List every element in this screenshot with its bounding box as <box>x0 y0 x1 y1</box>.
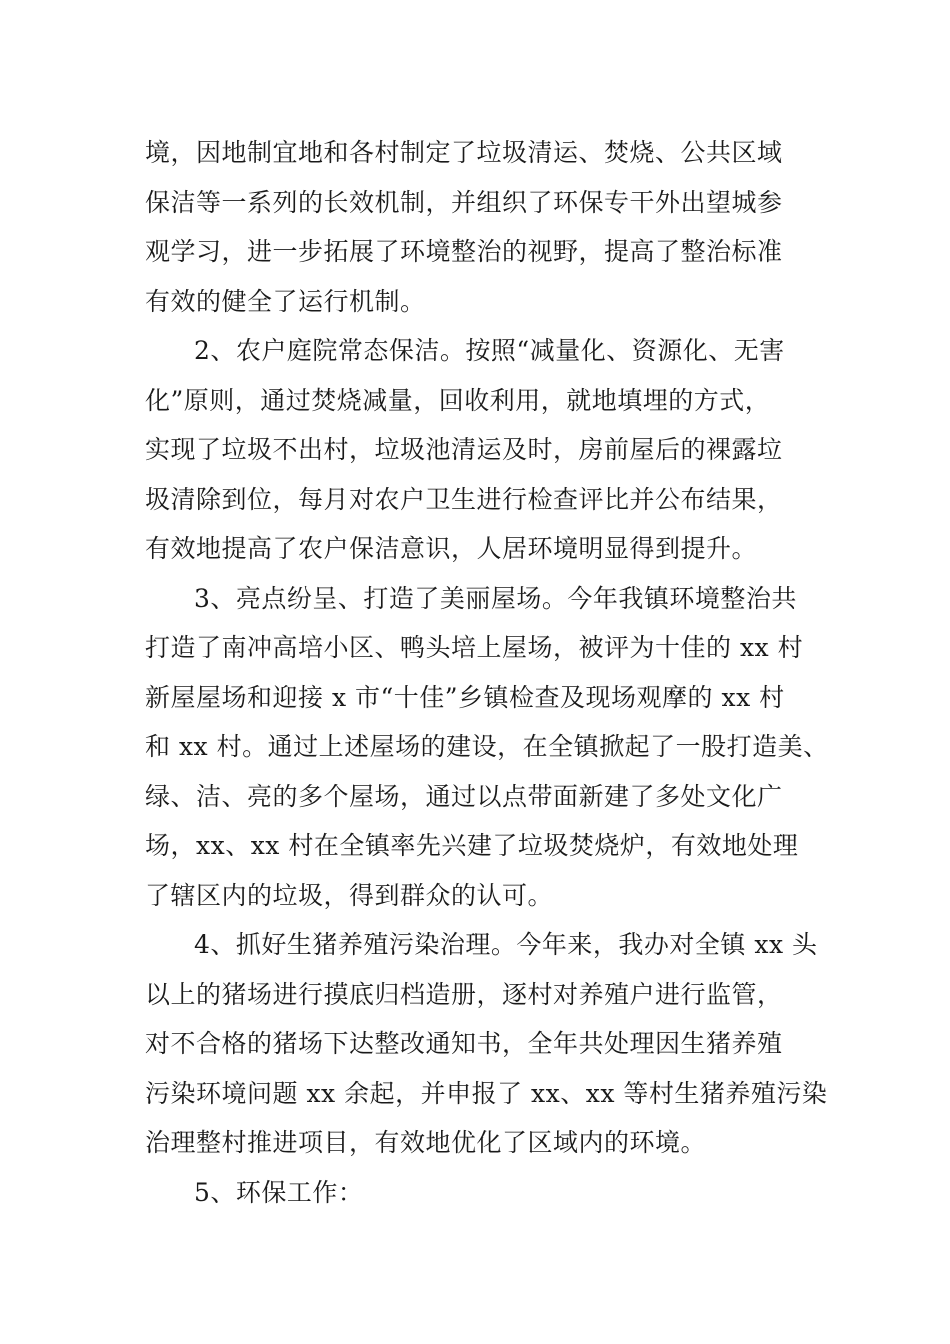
text-line: 圾清除到位，每月对农户卫生进行检查评比并公布结果， <box>145 484 783 514</box>
text-line: 了辖区内的垃圾，得到群众的认可。 <box>145 880 554 910</box>
text-line: 绿、洁、亮的多个屋场，通过以点带面新建了多处文化广 <box>145 781 783 811</box>
text-line: 化”原则，通过焚烧减量，回收利用，就地填埋的方式， <box>145 385 771 415</box>
text-line: 对不合格的猪场下达整改通知书，全年共处理因生猪养殖 <box>145 1029 783 1058</box>
paragraph-3-start: 3、亮点纷呈、打造了美丽屋场。今年我镇环境整治共 <box>194 583 797 613</box>
text-line: 观学习，进一步拓展了环境整治的视野，提高了整治标准 <box>145 237 783 266</box>
text-line: 场，xx、xx 村在全镇率先兴建了垃圾焚烧炉，有效地处理 <box>145 831 799 860</box>
text-line: 和 xx 村。通过上述屋场的建设，在全镇掀起了一股打造美、 <box>145 732 829 761</box>
text-line: 境，因地制宜地和各村制定了垃圾清运、焚烧、公共区域 <box>145 138 783 167</box>
paragraph-4-start: 4、抓好生猪养殖污染治理。今年来，我办对全镇 xx 头 <box>194 930 818 959</box>
text-line: 保洁等一系列的长效机制，并组织了环保专干外出望城参 <box>145 187 783 217</box>
text-line: 污染环境问题 xx 余起，并申报了 xx、xx 等村生猪养殖污染 <box>145 1078 828 1108</box>
text-line: 有效地提高了农户保洁意识，人居环境明显得到提升。 <box>145 534 758 563</box>
text-line: 以上的猪场进行摸底归档造册，逐村对养殖户进行监管， <box>145 979 783 1009</box>
text-line: 治理整村推进项目，有效地优化了区域内的环境。 <box>145 1128 707 1157</box>
text-line: 新屋屋场和迎接 x 市“十佳”乡镇检查及现场观摩的 xx 村 <box>145 682 785 712</box>
document-body <box>145 128 829 1217</box>
text-line: 实现了垃圾不出村，垃圾池清运及时，房前屋后的裸露垃 <box>145 435 783 464</box>
paragraph-5-start: 5、环保工作： <box>194 1177 364 1207</box>
paragraph-2-start: 2、农户庭院常态保洁。按照“减量化、资源化、无害 <box>194 336 785 365</box>
text-line: 打造了南冲高培小区、鸭头培上屋场，被评为十佳的 xx 村 <box>145 633 804 662</box>
text-line: 有效的健全了运行机制。 <box>145 286 426 316</box>
